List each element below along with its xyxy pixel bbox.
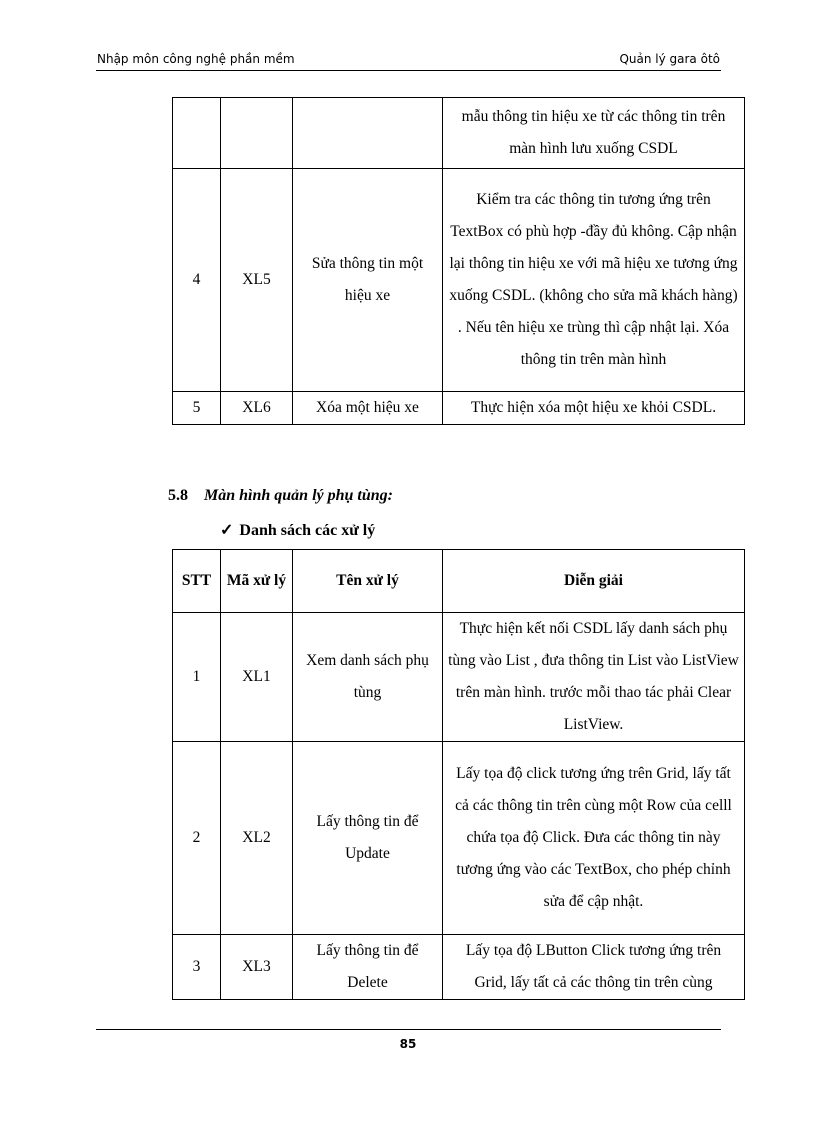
- cell-code: XL1: [221, 613, 293, 742]
- table-row: [173, 613, 745, 742]
- cell-stt: 2: [173, 742, 221, 935]
- header-rule: [96, 70, 721, 71]
- section-title: Màn hình quản lý phụ tùng:: [204, 487, 393, 504]
- cell-code: XL2: [221, 742, 293, 935]
- cell-code: [221, 98, 293, 169]
- cell-name: [293, 98, 443, 169]
- cell-code: XL6: [221, 392, 293, 425]
- table-row: [173, 169, 745, 392]
- cell-code: XL5: [221, 169, 293, 392]
- footer-rule: [96, 1029, 721, 1030]
- cell-name: Lấy thông tin để Delete: [293, 935, 443, 1000]
- cell-description: Lấy tọa độ LButton Click tương ứng trên Grid, lấy tất cả các thông tin trên cùng: [443, 935, 745, 1000]
- header-stt: STT: [173, 550, 221, 613]
- header-name: Tên xử lý: [293, 550, 443, 613]
- header-description: Diễn giải: [443, 550, 745, 613]
- processing-table: [172, 549, 745, 1000]
- processing-table-continued: [172, 97, 745, 425]
- table-header-row: [173, 550, 745, 613]
- table-row: [173, 935, 745, 1000]
- bullet-heading: [220, 520, 375, 540]
- cell-code: XL3: [221, 935, 293, 1000]
- cell-name: Sửa thông tin một hiệu xe: [293, 169, 443, 392]
- check-icon: ✓: [220, 522, 234, 539]
- cell-stt: [173, 98, 221, 169]
- cell-description: mẫu thông tin hiệu xe từ các thông tin trên màn hình lưu xuống CSDL: [443, 98, 745, 169]
- cell-description: Kiểm tra các thông tin tương ứng trên TextBox có phù hợp -đầy đủ không. Cập nhận lại thông tin hiệu xe với mã hiệu xe tương ứng xuống CSDL. (không cho sửa mã khách hàng) . Nếu tên hiệu xe trùng thì cập nhật lại. Xóa thông tin trên màn hình: [443, 169, 745, 392]
- header-code: Mã xử lý: [221, 550, 293, 613]
- header-right: Quản lý gara ôtô: [619, 52, 720, 66]
- cell-stt: 5: [173, 392, 221, 425]
- cell-stt: 4: [173, 169, 221, 392]
- page-number: 85: [399, 1037, 417, 1051]
- table-row: [173, 98, 745, 169]
- cell-description: Lấy tọa độ click tương ứng trên Grid, lấy tất cả các thông tin trên cùng một Row của celll chứa tọa độ Click. Đưa các thông tin này tương ứng vào các TextBox, cho phép chỉnh sửa để cập nhật.: [443, 742, 745, 935]
- bullet-text: Danh sách các xử lý: [239, 522, 376, 539]
- cell-name: Xem danh sách phụ tùng: [293, 613, 443, 742]
- cell-description: Thực hiện kết nối CSDL lấy danh sách phụ tùng vào List , đưa thông tin List vào ListView trên màn hình. trước mỗi thao tác phải Clear ListView.: [443, 613, 745, 742]
- cell-stt: 3: [173, 935, 221, 1000]
- table-row: [173, 392, 745, 425]
- cell-name: Lấy thông tin để Update: [293, 742, 443, 935]
- section-number: 5.8: [168, 487, 188, 504]
- cell-description: Thực hiện xóa một hiệu xe khỏi CSDL.: [443, 392, 745, 425]
- cell-name: Xóa một hiệu xe: [293, 392, 443, 425]
- header-left: Nhập môn công nghệ phần mềm: [97, 52, 295, 66]
- cell-stt: 1: [173, 613, 221, 742]
- table-row: [173, 742, 745, 935]
